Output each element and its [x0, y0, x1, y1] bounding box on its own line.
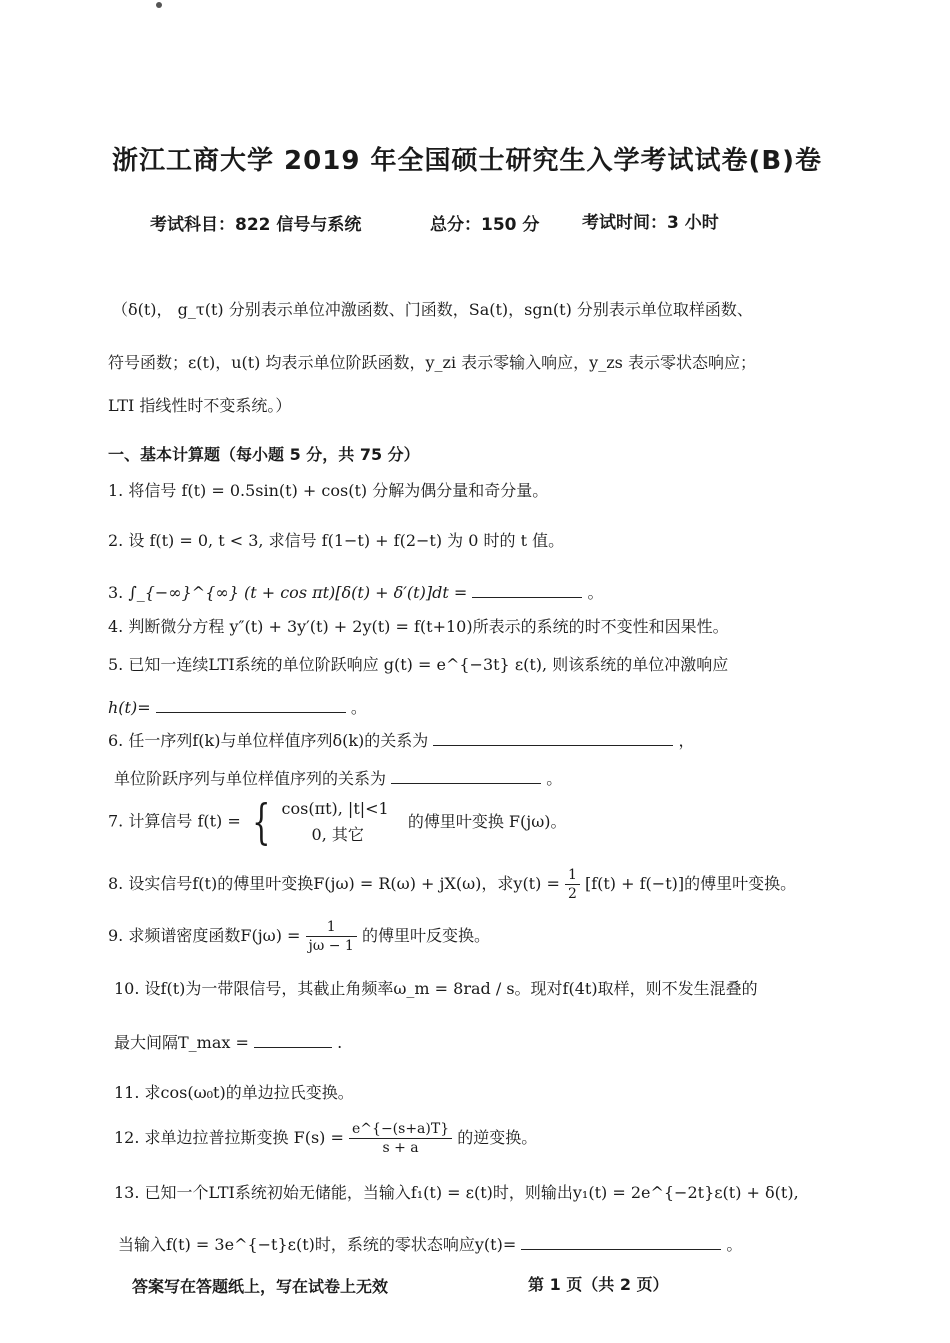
- question-10-tmax: 最大间隔T_max =: [114, 1033, 249, 1052]
- question-8-suffix: [f(t) + f(−t)]的傅里叶变换。: [584, 874, 797, 893]
- question-9-suffix: 的傅里叶反变换。: [361, 926, 490, 945]
- question-10-end: .: [337, 1033, 343, 1052]
- question-8-fraction: [565, 866, 580, 903]
- question-13-blank: [521, 1233, 721, 1250]
- question-6-blank-1: [433, 729, 673, 746]
- question-6-line-2: [114, 766, 562, 789]
- question-3-integral: ∫_{−∞}^{∞} (t + cos πt)[δ(t) + δ′(t)]dt =: [128, 583, 468, 602]
- question-10: 10. 设f(t)为一带限信号，其截止角频率ω_m = 8rad / s。现对f(4t)取样，则不发生混叠的: [114, 979, 758, 998]
- question-13: 13. 已知一个LTI系统初始无储能，当输入f₁(t) = ε(t)时，则输出y₁(t) = 2e^{−2t}ε(t) + δ(t),: [114, 1183, 799, 1202]
- exam-time: 考试时间：3 小时: [582, 213, 719, 233]
- question-7-suffix: 的傅里叶变换 F(jω)。: [407, 811, 567, 831]
- question-7-case-1: cos(πt), |t|<1: [281, 799, 389, 818]
- notes-line-2: 符号函数；ε(t)，u(t) 均表示单位阶跃函数，y_zi 表示零输入响应，y_zs 表示零状态响应；: [108, 353, 756, 372]
- question-8-prefix: 8. 设实信号f(t)的傅里叶变换F(jω) = R(ω) + jX(ω)，求y(t) =: [108, 874, 560, 893]
- question-9-prefix: 9. 求频谱密度函数F(jω) =: [108, 926, 301, 945]
- question-3-end: 。: [587, 583, 604, 602]
- question-6-end: ，: [678, 731, 695, 750]
- question-12: [114, 1120, 537, 1157]
- question-6: [108, 728, 694, 751]
- question-7-cases: [282, 796, 389, 848]
- question-3: [108, 580, 603, 603]
- question-4: 4. 判断微分方程 y″(t) + 3y′(t) + 2y(t) = f(t+10)所表示的系统的时不变性和因果性。: [108, 617, 729, 636]
- question-7: [108, 796, 567, 848]
- question-6-text-2: 单位阶跃序列与单位样值序列的关系为: [114, 769, 387, 788]
- question-6-blank-2: [391, 767, 541, 784]
- question-11: 11. 求cos(ω₀t)的单边拉氏变换。: [114, 1083, 354, 1102]
- question-9-frac-top: 1: [306, 918, 357, 937]
- question-12-frac-bottom: s + a: [382, 1140, 419, 1156]
- question-10-blank: [254, 1031, 332, 1048]
- question-13-answer-line: [118, 1232, 742, 1255]
- question-5-h: h(t)=: [108, 698, 151, 717]
- section-1-title: 一、基本计算题（每小题 5 分，共 75 分）: [108, 445, 420, 464]
- question-8-frac-bottom: 2: [567, 886, 577, 902]
- question-12-fraction: [349, 1120, 452, 1157]
- exam-title: 浙江工商大学 2019 年全国硕士研究生入学考试试卷(B)卷: [112, 146, 823, 176]
- question-3-blank: [472, 581, 582, 598]
- question-8-frac-top: 1: [565, 866, 580, 885]
- question-5-answer-line: [108, 695, 367, 718]
- question-7-brace: {: [251, 794, 271, 850]
- question-13-text-2: 当输入f(t) = 3e^{−t}ε(t)时，系统的零状态响应y(t)=: [118, 1235, 517, 1254]
- question-9-fraction: [306, 918, 357, 955]
- question-12-prefix: 12. 求单边拉普拉斯变换 F(s) =: [114, 1128, 344, 1147]
- exam-total: 总分：150 分: [430, 215, 540, 235]
- question-12-frac-top: e^{−(s+a)T}: [349, 1120, 452, 1139]
- question-5-end: 。: [350, 698, 367, 717]
- question-8: [108, 866, 796, 903]
- question-7-prefix: 7. 计算信号 f(t) =: [108, 811, 241, 831]
- question-3-number: 3.: [108, 583, 124, 602]
- question-9: [108, 918, 490, 955]
- question-5: 5. 已知一连续LTI系统的单位阶跃响应 g(t) = e^{−3t} ε(t), 则该系统的单位冲激响应: [108, 655, 729, 674]
- footer-instruction: 答案写在答题纸上，写在试卷上无效: [132, 1277, 389, 1296]
- question-1: 1. 将信号 f(t) = 0.5sin(t) + cos(t) 分解为偶分量和奇分量。: [108, 481, 549, 500]
- exam-subject: 考试科目：822 信号与系统: [150, 215, 362, 235]
- question-7-case-2: 0, 其它: [311, 825, 364, 844]
- footer-page-number: 第 1 页（共 2 页）: [528, 1275, 669, 1294]
- question-5-blank: [156, 696, 346, 713]
- question-6-text: 6. 任一序列f(k)与单位样值序列δ(k)的关系为: [108, 731, 429, 750]
- notes-line-1: （δ(t)， g_τ(t) 分别表示单位冲激函数、门函数，Sa(t)，sgn(t) 分别表示单位取样函数、: [112, 300, 753, 319]
- question-2: 2. 设 f(t) = 0, t < 3, 求信号 f(1−t) + f(2−t) 为 0 时的 t 值。: [108, 531, 565, 550]
- scan-mark: [156, 2, 162, 8]
- notes-line-3: LTI 指线性时不变系统。）: [108, 396, 292, 415]
- question-10-answer-line: [114, 1030, 342, 1053]
- question-9-frac-bottom: jω − 1: [308, 938, 354, 954]
- question-13-end: 。: [726, 1235, 743, 1254]
- question-12-suffix: 的逆变换。: [457, 1128, 538, 1147]
- question-6-end-2: 。: [546, 769, 563, 788]
